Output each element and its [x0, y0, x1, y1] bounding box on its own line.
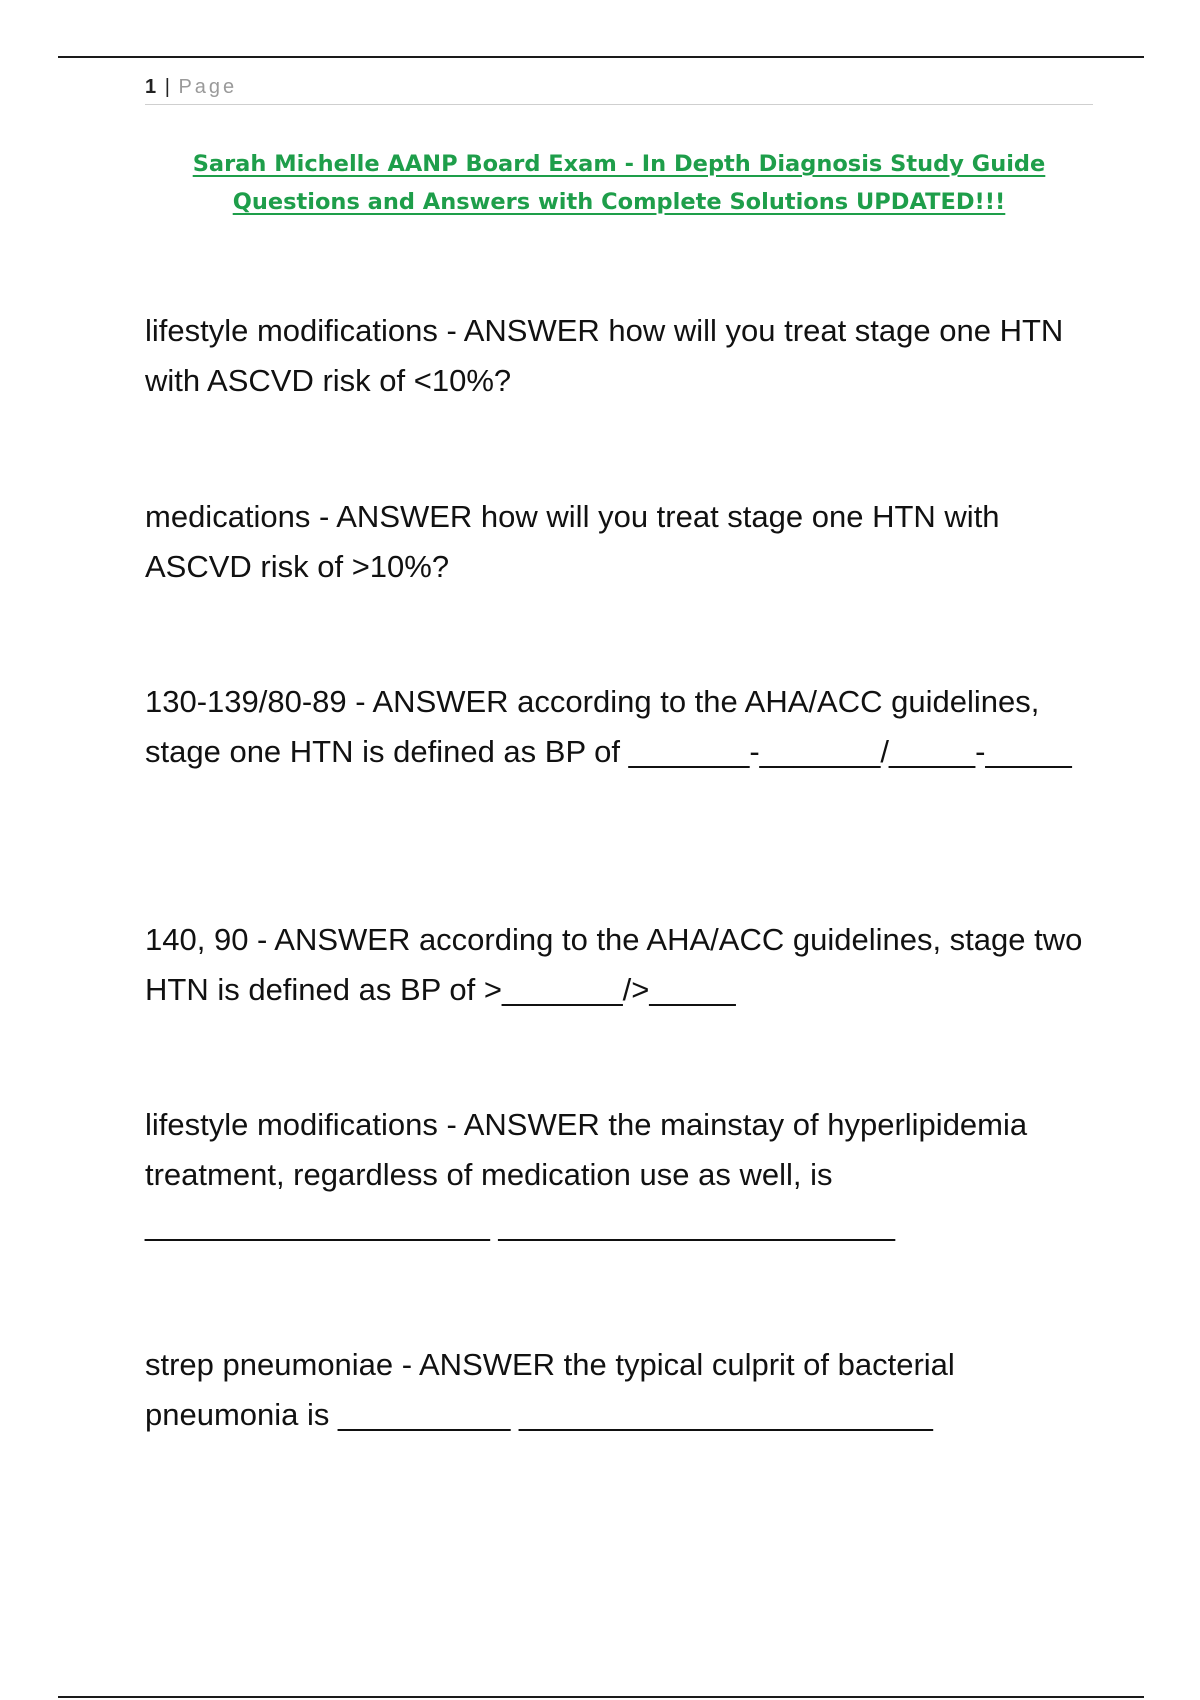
qa-entry: medications - ANSWER how will you treat stage one HTN with ASCVD risk of >10%? [145, 499, 1007, 584]
top-rule [58, 56, 1144, 58]
page-number: 1 [145, 76, 157, 98]
qa-entry: strep pneumoniae - ANSWER the typical culprit of bacterial pneumonia is __________ ________________________ [145, 1347, 964, 1432]
qa-entry: lifestyle modifications - ANSWER how will you treat stage one HTN with ASCVD risk of <10%? [145, 313, 1072, 398]
qa-entry: 130-139/80-89 - ANSWER according to the AHA/ACC guidelines, stage one HTN is defined as BP of _______-_______/_____-_____ [145, 684, 1072, 769]
bottom-rule [58, 1696, 1144, 1698]
qa-entry: 140, 90 - ANSWER according to the AHA/ACC guidelines, stage two HTN is defined as BP of >_______/>_____ [145, 922, 1091, 1007]
qa-entry: lifestyle modifications - ANSWER the mainstay of hyperlipidemia treatment, regardless of medication use as well, is ____________________ _______________________ [145, 1107, 1036, 1242]
page-label: Page [178, 76, 238, 98]
page-separator: | [164, 76, 170, 98]
page-header [145, 74, 1093, 105]
document-title: Sarah Michelle AANP Board Exam - In Depth Diagnosis Study Guide Questions and Answers with Complete Solutions UPDATED!!! [192, 151, 1046, 215]
